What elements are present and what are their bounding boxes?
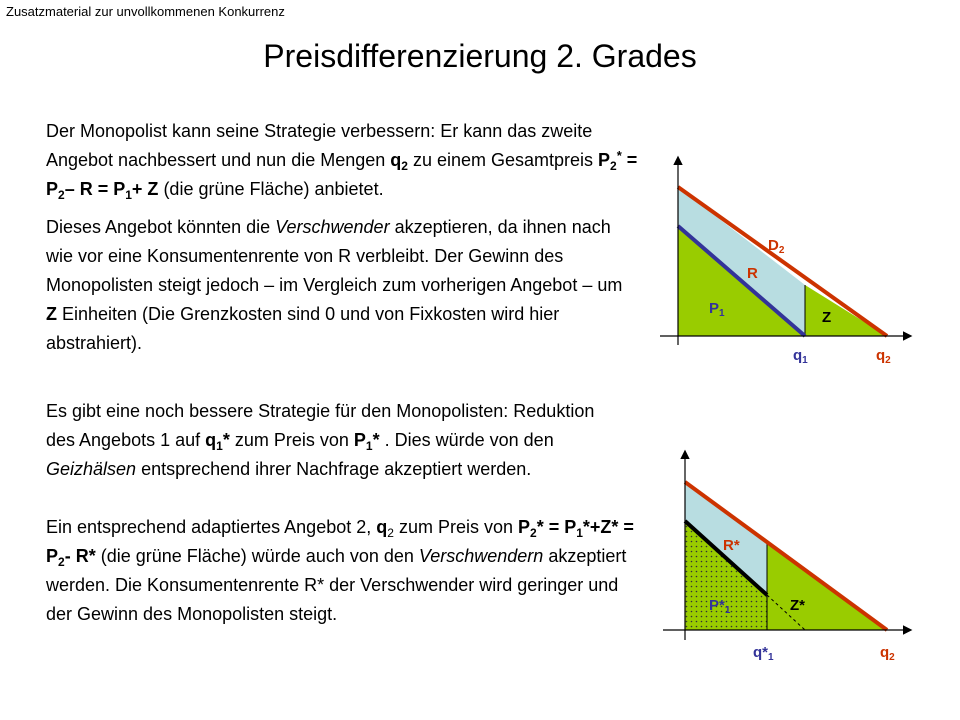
label-q2-2: $q_2$ bbox=[880, 644, 895, 663]
label-zstar: Z* bbox=[790, 597, 805, 614]
diagram-2 bbox=[663, 452, 910, 663]
label-d2: $D_2$ bbox=[768, 237, 785, 256]
page-title: Preisdifferenzierung 2. Grades bbox=[263, 38, 697, 74]
paragraph-better-strategy: Es gibt eine noch bessere Strategie für den Monopolisten: Reduktion des Angebots 1 auf $q_1*$ zum Preis von $P_1*$ . Dies würde von den Geizhälsen entsprechend ihrer Nachfrage akzeptiert werden. bbox=[46, 401, 595, 479]
paragraph-adapted-offer: Ein entsprechend adaptiertes Angebot 2, $q_2$ zum Preis von $P_2* = P_1*+Z* = P_2-$ R* (die grüne Fläche) würde auch von den Verschwendern akzeptiert werden. Die Konsumentenrente R* der Verschwender wird geringer und der Gewinn des Monopolisten steigt. bbox=[46, 517, 634, 624]
label-r: R bbox=[747, 265, 758, 282]
label-z: Z bbox=[822, 309, 832, 326]
diagram-1 bbox=[660, 158, 910, 366]
paragraph-offer-acceptance: Dieses Angebot könnten die Verschwender akzeptieren, da ihnen nach wie vor eine Konsumentenrente von R verbleibt. Der Gewinn des Monopolisten steigt jedoch – im Vergleich zum vorherigen Angebot – um Z Einheiten (Die Grenzkosten sind 0 und von Fixkosten wird hier abstrahiert). bbox=[46, 217, 623, 353]
label-rstar: R* bbox=[723, 537, 740, 554]
label-p1star: $P*_1$ bbox=[709, 597, 731, 616]
label-q2: $q_2$ bbox=[876, 347, 891, 366]
label-q1: $q_1$ bbox=[793, 347, 808, 366]
deck-subtitle: Zusatzmaterial zur unvollkommenen Konkurrenz bbox=[6, 4, 285, 19]
paragraph-strategy-improvement: Der Monopolist kann seine Strategie verbessern: Er kann das zweite Angebot nachbessert und nun die Mengen $q_2$ zu einem Gesamtpreis $P_2^* = P_2-$ $R = P_1+ Z$ (die grüne Fläche) anbietet. bbox=[46, 121, 638, 202]
label-p1: $P_1$ bbox=[709, 300, 725, 319]
label-q1star: $q*_1$ bbox=[753, 644, 774, 663]
